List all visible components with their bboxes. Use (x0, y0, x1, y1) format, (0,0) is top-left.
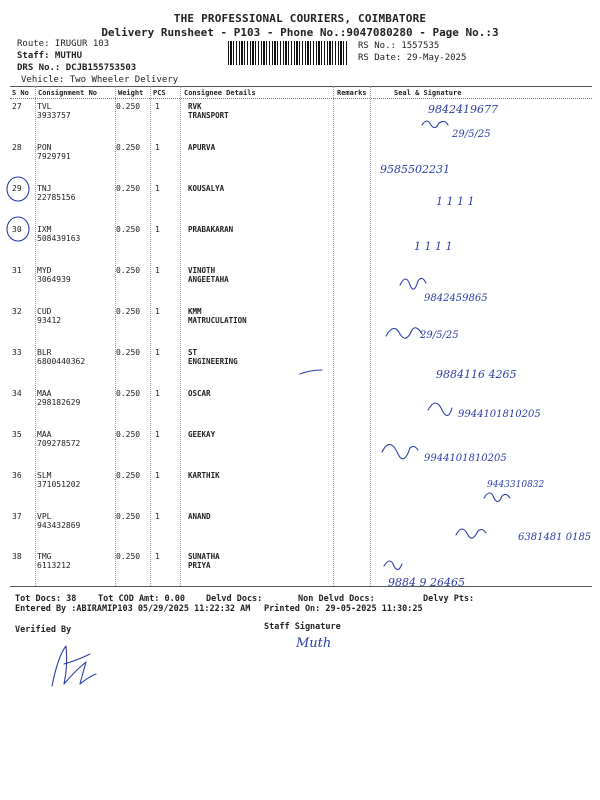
row-consignment: MAA 709278572 (37, 430, 81, 448)
circle-mark (7, 217, 29, 241)
tot-cod: Tot COD Amt: 0.00 (98, 594, 185, 604)
row-sno: 34 (12, 389, 22, 398)
row-weight: 0.250 (116, 225, 141, 234)
row-sno: 29 (12, 184, 22, 193)
handwritten-date: 29/5/25 (452, 129, 491, 140)
staff-signature-label: Staff Signature (264, 622, 341, 632)
vehicle-label: Vehicle: Two Wheeler Delivery (21, 75, 179, 85)
handwritten-phone: 9884116 4265 (436, 368, 517, 381)
staff-signature-scrawl: Muth (296, 636, 332, 651)
row-pcs: 1 (155, 307, 160, 316)
row-consignment: VPL 943432869 (37, 512, 81, 530)
handwritten-phone: 9585502231 (380, 163, 450, 176)
handwritten-mark: 1 1 1 1 (414, 240, 453, 253)
runsheet-subtitle: Delivery Runsheet - P103 - Phone No.:9047080280 - Page No.:3 (101, 26, 499, 39)
route-label: Route: IRUGUR 103 (17, 39, 110, 49)
row-pcs: 1 (155, 266, 160, 275)
row-weight: 0.250 (116, 348, 141, 357)
row-pcs: 1 (155, 552, 160, 561)
row-pcs: 1 (155, 512, 160, 521)
row-consignee: SUNATHA PRIYA (188, 552, 220, 570)
row-consignee: APURVA (188, 143, 216, 152)
signature-scrawl (384, 561, 402, 570)
row-consignee: ST ENGINEERING (188, 348, 238, 366)
row-weight: 0.250 (116, 389, 141, 398)
row-sno: 38 (12, 552, 22, 561)
row-pcs: 1 (155, 102, 160, 111)
col-header-signature: Seal & Signature (394, 89, 462, 97)
row-sno: 27 (12, 102, 22, 111)
signature-scrawl (456, 529, 486, 538)
row-sno: 37 (12, 512, 22, 521)
row-sno: 30 (12, 225, 22, 234)
delvd-docs: Delvd Docs: (206, 594, 263, 604)
row-consignee: KMM MATRUCULATION (188, 307, 247, 325)
circle-mark (7, 177, 29, 201)
signature-scrawl (428, 403, 452, 416)
row-consignee: PRABAKARAN (188, 225, 234, 234)
row-weight: 0.250 (116, 307, 141, 316)
col-header-sno: S No (12, 89, 29, 97)
row-consignment: TMG 6113212 (37, 552, 71, 570)
printed-on: Printed On: 29-05-2025 11:30:25 (264, 604, 423, 614)
row-weight: 0.250 (116, 430, 141, 439)
row-weight: 0.250 (116, 184, 141, 193)
row-weight: 0.250 (116, 102, 141, 111)
col-header-pcs: PCS (153, 89, 166, 97)
row-sno: 28 (12, 143, 22, 152)
row-consignee: VINOTH ANGEETAHA (188, 266, 229, 284)
col-header-consignment: Consignment No (38, 89, 98, 97)
handwritten-phone: 9944101810205 (458, 409, 541, 420)
company-title: THE PROFESSIONAL COURIERS, COIMBATORE (173, 12, 427, 25)
row-consignment: CUD 93412 (37, 307, 62, 325)
row-consignee: GEEKAY (188, 430, 216, 439)
row-consignee: KOUSALYA (188, 184, 225, 193)
row-consignment: TVL 3933757 (37, 102, 71, 120)
row-pcs: 1 (155, 471, 160, 480)
verified-by-label: Verified By (15, 625, 72, 635)
row-consignment: TNJ 22785156 (37, 184, 76, 202)
handwritten-phone: 9842459865 (424, 293, 488, 304)
row-sno: 31 (12, 266, 22, 275)
row-consignment: MYD 3064939 (37, 266, 71, 284)
row-sno: 36 (12, 471, 22, 480)
handwritten-phone: 9884 9 26465 (388, 576, 465, 589)
handwritten-phone: 9842419677 (428, 103, 498, 116)
row-pcs: 1 (155, 184, 160, 193)
row-weight: 0.250 (116, 552, 141, 561)
rs-no: RS No.: 1557535 (358, 41, 440, 51)
row-consignment: BLR 6800440362 (37, 348, 86, 366)
row-pcs: 1 (155, 348, 160, 357)
row-consignment: SLM 371051202 (37, 471, 81, 489)
row-pcs: 1 (155, 430, 160, 439)
row-consignee: KARTHIK (188, 471, 220, 480)
row-sno: 33 (12, 348, 22, 357)
row-consignee: ANAND (188, 512, 211, 521)
delvy-pts: Delvy Pts: (423, 594, 475, 604)
row-consignment: IXM 508439163 (37, 225, 81, 243)
col-header-weight: Weight (118, 89, 144, 97)
tot-docs: Tot Docs: 38 (15, 594, 77, 604)
row-weight: 0.250 (116, 512, 141, 521)
row-consignment: PON 7929791 (37, 143, 71, 161)
row-sno: 32 (12, 307, 22, 316)
signature-scrawl (382, 444, 418, 458)
rs-date: RS Date: 29-May-2025 (358, 53, 467, 63)
row-consignment: MAA 298182629 (37, 389, 81, 407)
col-header-remarks: Remarks (337, 89, 367, 97)
col-header-consignee: Consignee Details (184, 89, 256, 97)
row-consignee: OSCAR (188, 389, 211, 398)
row-pcs: 1 (155, 225, 160, 234)
row-weight: 0.250 (116, 471, 141, 480)
verified-signature (52, 646, 96, 686)
row-pcs: 1 (155, 389, 160, 398)
row-pcs: 1 (155, 143, 160, 152)
staff-label: Staff: MUTHU (17, 51, 83, 61)
handwritten-date: 29/5/25 (420, 330, 459, 341)
row-weight: 0.250 (116, 266, 141, 275)
signature-scrawl (386, 328, 422, 338)
row-sno: 35 (12, 430, 22, 439)
handwritten-phone: 9944101810205 (424, 453, 507, 464)
non-delvd-docs: Non Delvd Docs: (298, 594, 375, 604)
entered-by: Entered By :ABIRAMIP103 05/29/2025 11:22:32 AM (15, 604, 251, 614)
handwritten-phone: 6381481 0185 (518, 532, 592, 543)
signature-scrawl (400, 278, 426, 289)
signature-scrawl (422, 121, 448, 128)
stray-mark (300, 370, 322, 374)
row-weight: 0.250 (116, 143, 141, 152)
handwritten-mark: 1 1 1 1 (436, 195, 475, 208)
handwritten-phone: 9443310832 (487, 480, 545, 490)
row-consignee: RVK TRANSPORT (188, 102, 229, 120)
signature-scrawl (484, 493, 510, 502)
drs-label: DRS No.: DCJB155753503 (17, 63, 137, 73)
